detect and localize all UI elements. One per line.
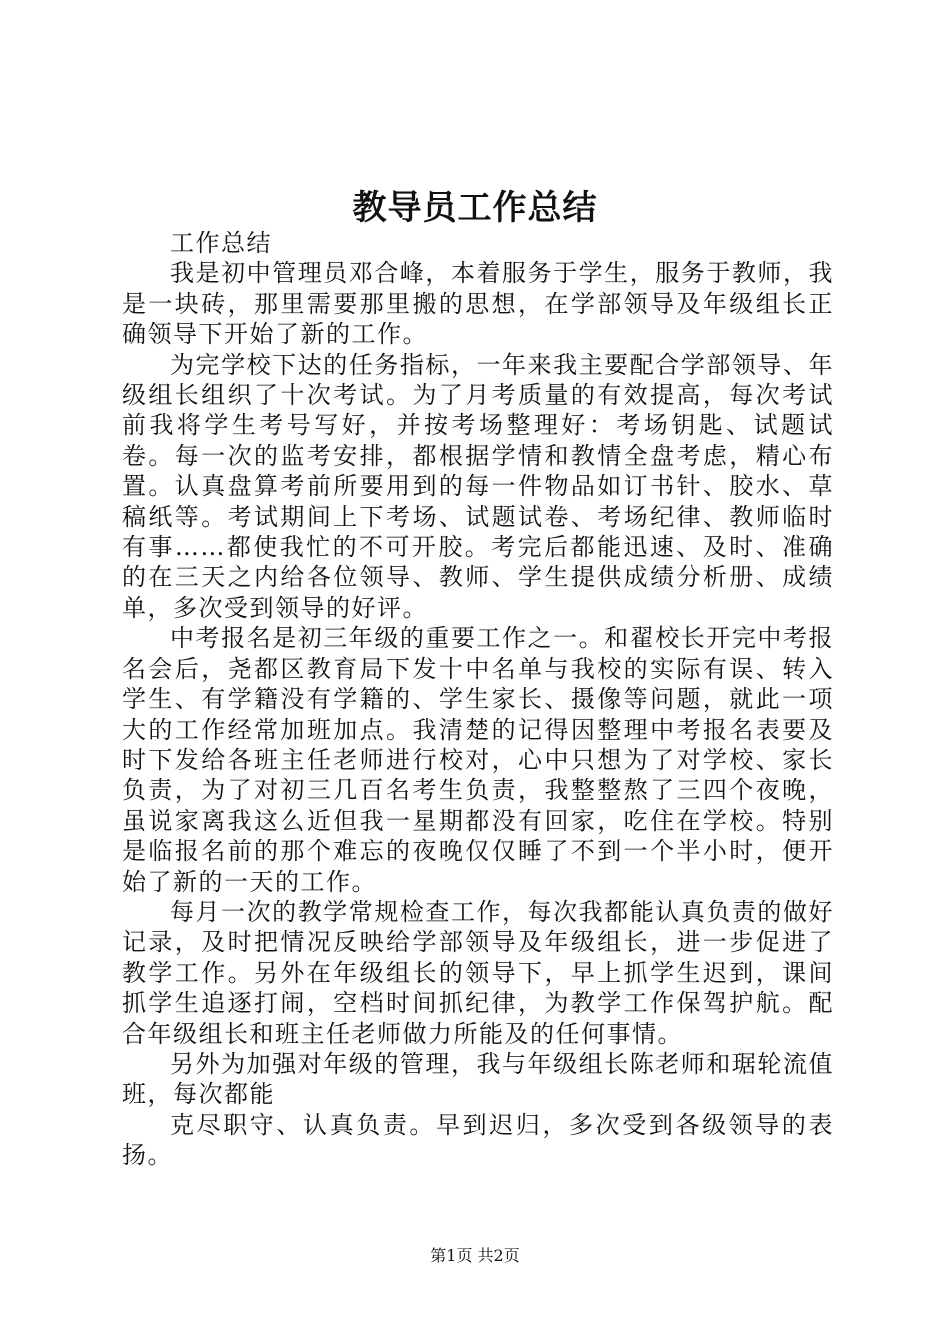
- paragraph-exams: 为完学校下达的任务指标，一年来我主要配合学部领导、年级组长组织了十次考试。为了月考质量的有效提高，每次考试前我将学生考号写好，并按考场整理好：考场钥匙、试题试卷。每一次的监考安排，都根据学情和教情全盘考虑，精心布置。认真盘算考前所要用到的每一件物品如订书针、胶水、草稿纸等。考试期间上下考场、试题试卷、考场纪律、教师临时有事……都使我忙的不可开胶。考完后都能迅速、及时、准确的在三天之内给各位领导、教师、学生提供成绩分析册、成绩单，多次受到领导的好评。: [122, 350, 834, 622]
- document-title: 教导员工作总结: [352, 188, 598, 228]
- paragraph-intro: 我是初中管理员邓合峰，本着服务于学生，服务于教师，我是一块砖，那里需要那里搬的思想，在学部领导及年级组长正确领导下开始了新的工作。: [122, 259, 834, 349]
- paragraph-duty: 另外为加强对年级的管理，我与年级组长陈老师和琚轮流值班，每次都能: [122, 1049, 834, 1109]
- paragraph-inspection: 每月一次的教学常规检查工作，每次我都能认真负责的做好记录，及时把情况反映给学部领导及年级组长，进一步促进了教学工作。另外在年级组长的领导下，早上抓学生迟到，课间抓学生追逐打闹，空档时间抓纪律，为教学工作保驾护航。配合年级组长和班主任老师做力所能及的任何事情。: [122, 897, 834, 1048]
- page-number-footer: 第1页 共2页: [430, 1246, 520, 1265]
- document-body: [122, 228, 834, 1171]
- paragraph-conclusion: 克尽职守、认真负责。早到迟归，多次受到各级领导的表扬。: [122, 1110, 834, 1170]
- paragraph-heading: 工作总结: [170, 229, 272, 257]
- paragraph-registration: 中考报名是初三年级的重要工作之一。和翟校长开完中考报名会后，尧都区教育局下发十中名单与我校的实际有误、转入学生、有学籍没有学籍的、学生家长、摄像等问题，就此一项大的工作经常加班加点。我清楚的记得因整理中考报名表要及时下发给各班主任老师进行校对，心中只想为了对学校、家长负责，为了对初三几百名考生负责，我整整熬了三四个夜晚，虽说家离我这么近但我一星期都没有回家，吃住在学校。特别是临报名前的那个难忘的夜晚仅仅睡了不到一个半小时，便开始了新的一天的工作。: [122, 624, 834, 896]
